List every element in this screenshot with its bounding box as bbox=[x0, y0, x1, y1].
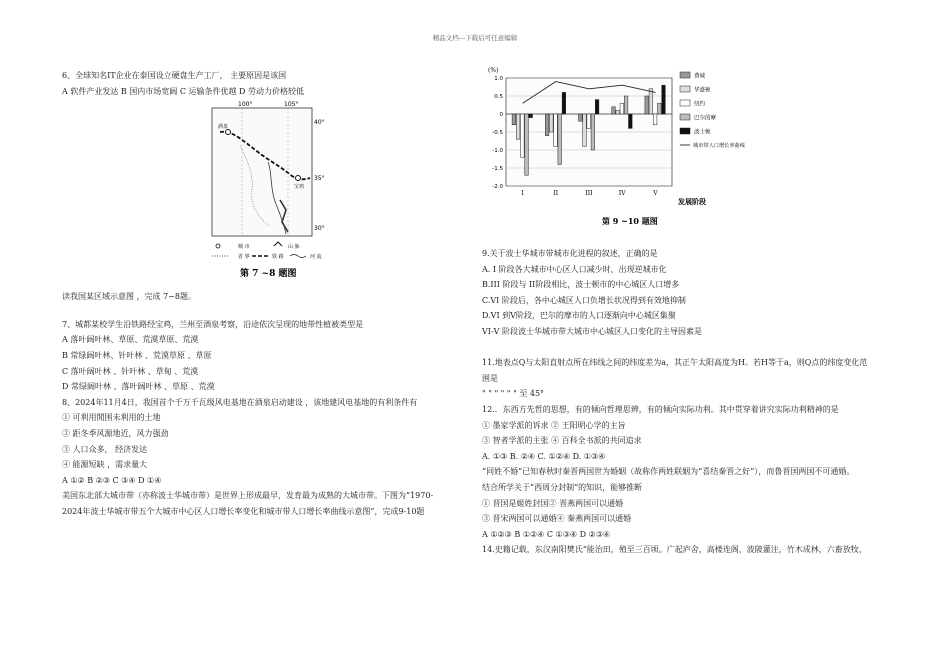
chart-caption: 第 9 ~10 题图 bbox=[602, 216, 658, 226]
chart-bar bbox=[550, 114, 554, 132]
q12-options: A. ①③ B. ②④ C. ①②④ D. ①③④ bbox=[482, 451, 606, 461]
chart-x-tick-label: III bbox=[585, 190, 593, 197]
chart-x-tick-label: I bbox=[521, 190, 524, 197]
map-lon-105: 105° bbox=[284, 101, 299, 108]
chart-ylabel: (%) bbox=[488, 67, 499, 74]
legend-swatch bbox=[680, 100, 690, 106]
legend-label: 费城 bbox=[694, 73, 706, 80]
chart-y-tick-label: 1.0 bbox=[494, 76, 503, 82]
map-lon-100: 100° bbox=[238, 101, 253, 108]
legend-label: 波士顿 bbox=[694, 129, 711, 136]
legend-label: 巴尔的摩 bbox=[694, 115, 717, 122]
chart-y-tick-label: -2.0 bbox=[492, 184, 503, 190]
q7-stem: 7、城都某校学生沿铁路经宝鸡，兰州至酒泉考察，沿途依次呈现的地带性植被类型是 bbox=[62, 319, 364, 329]
chart-bar bbox=[629, 114, 633, 128]
q12-item-12: ① 墨家学派的诉求 ② 王阳明心学的主旨 bbox=[482, 420, 626, 430]
population-growth-chart bbox=[482, 64, 752, 230]
q7-option-c: C 落叶阔叶林 、针叶林 、草甸 、荒漠 bbox=[62, 366, 199, 376]
chart-bar bbox=[649, 89, 653, 114]
legend-label: 华盛顿 bbox=[694, 87, 711, 94]
chart-bar bbox=[583, 114, 587, 146]
legend-river-icon bbox=[290, 255, 306, 258]
q13-stem-2: 结合所学关于“西周分封制”的知识，能够推断 bbox=[482, 482, 643, 492]
q13-stem-1: “同姓不婚”已知春秋时秦晋两国世为婚姻（故称作两姓联姻为“喜结秦晋之好”），而鲁晋国两国不可通婚。 bbox=[482, 467, 855, 477]
q14-stem: 14.史籍记载，东汉南阳樊氏“能治田，殖至三百顷。广起庐舍，高楼连阁，波陂灌注，竹木成林，六畜放牧， bbox=[482, 545, 867, 555]
q13-item-34: ③ 晋宋两国可以通婚④ 秦燕两国可以通婚 bbox=[482, 514, 632, 524]
q9-intro-1: 美国东北部大城市带（亦称波士华城市带）是世界上形成最早，发育最为成熟的大城市带。下图为“1970- bbox=[62, 491, 434, 501]
q13-options: A ①②③ B ①②④ C ①③④ D ②③④ bbox=[482, 529, 611, 539]
q12-item-34: ③ 智者学派的主张 ④ 百科全书派的共同追求 bbox=[482, 436, 642, 446]
chart-y-tick-label: -1.0 bbox=[492, 148, 503, 154]
q8-item-1: ① 可利用閒围未利用的土地 bbox=[62, 413, 161, 423]
chart-bar bbox=[516, 114, 520, 139]
chart-bar bbox=[587, 114, 591, 128]
q9-option-d: D.VI 到Ⅴ阶段，巴尔的摩市的人口逐渐向中心城区集聚 bbox=[482, 311, 676, 321]
blank-line bbox=[482, 340, 902, 356]
chart-bar bbox=[554, 114, 558, 146]
right-column bbox=[482, 246, 902, 558]
chart-bar bbox=[658, 103, 662, 114]
chart-y-tick-label: 0.5 bbox=[494, 94, 503, 100]
legend-swatch bbox=[680, 86, 690, 92]
map-city-baoji: 宝鸡 bbox=[294, 184, 305, 190]
q7-option-a: A 落叶阔叶林、草原、荒漠草原、荒漠 bbox=[62, 335, 199, 345]
city-jiuquan-marker bbox=[226, 130, 231, 135]
map-lat-30: 30° bbox=[314, 225, 325, 232]
chart-bar bbox=[521, 114, 525, 157]
chart-y-tick-label: -1.5 bbox=[492, 166, 503, 172]
map-lat-40: 40° bbox=[314, 119, 325, 126]
chart-x-ticks bbox=[521, 190, 658, 197]
chart-bar bbox=[558, 114, 562, 164]
chart-bar bbox=[645, 96, 649, 114]
chart-bar bbox=[653, 114, 657, 125]
chart-y-ticks bbox=[492, 76, 503, 190]
map-legend-railway: 铁 路 bbox=[272, 254, 284, 260]
q9-option-a: A. I 阶段各大城市中心区人口减少时，出现逆城市化 bbox=[482, 264, 667, 274]
legend-swatch bbox=[680, 128, 690, 134]
chart-bar bbox=[624, 96, 628, 114]
q7-option-b: B 常绿阔叶林、针叶林 、荒漠草原 、草原 bbox=[62, 350, 212, 360]
legend-mountain-icon bbox=[274, 242, 282, 246]
chart-bar bbox=[579, 114, 583, 121]
legend-swatch bbox=[680, 114, 690, 120]
chart-grid bbox=[506, 78, 672, 186]
chart-bar bbox=[595, 100, 599, 114]
q8-options: A ①② B ②③ C ③④ D ①④ bbox=[62, 475, 162, 485]
chart-x-tick-label: V bbox=[653, 190, 658, 197]
chart-bar bbox=[612, 107, 616, 114]
chart-y-tick-label: 0 bbox=[499, 112, 503, 118]
chart-y-tick-label: -0.5 bbox=[492, 130, 503, 136]
chart-bar bbox=[545, 114, 549, 136]
chart-legend bbox=[680, 72, 746, 150]
chart-bar bbox=[616, 110, 620, 114]
q12-stem: 12.．东西方先哲的思想，有的倾向哲理思辨，有的倾向实际功利。其中贯穿着讲究实际功利精神的是 bbox=[482, 404, 839, 414]
q11-stem-1: 11.地表点Q与太阳直射点所在纬线之间的纬度差为a，其正午太阳高度为H。若H等于a，则Q点的纬度变化范 bbox=[482, 358, 868, 368]
chart-bar bbox=[525, 114, 529, 175]
q9-intro-2: 2024年波士华城市带五个大城市中心区人口增长率变化和城市带人口增长率曲线示意图”，完成9-10题 bbox=[62, 506, 425, 516]
map-intro: 读我国某区域示意图 ，完成 7~8题。 bbox=[62, 292, 196, 302]
q13-item-12: ① 晋国是姬姓封国② 晋燕两国可以通婚 bbox=[482, 498, 624, 508]
chart-bar bbox=[512, 114, 516, 125]
map-lat-35: 35° bbox=[314, 175, 325, 182]
chart-xlabel: 发展阶段 bbox=[678, 197, 706, 206]
map-legend-city: 城 市 bbox=[238, 244, 250, 250]
map-city-jiuquan: 酒泉 bbox=[218, 124, 229, 130]
page-header: 精品文档---下载后可任意编辑 bbox=[432, 34, 518, 42]
q8-item-2: ② 距冬季风源地近，风力强劲 bbox=[62, 428, 169, 438]
q9-option-b: B.III 阶段与 II阶段相比，波士顿市的中心城区人口增多 bbox=[482, 280, 680, 290]
chart-bar bbox=[562, 92, 566, 114]
chart-bar bbox=[529, 114, 533, 118]
q7-option-d: D 常绿阔叶林 、落叶阔叶林 、草原 、荒漠 bbox=[62, 382, 215, 392]
region-map bbox=[210, 100, 330, 283]
chart-x-tick-label: IV bbox=[618, 190, 626, 197]
chart-x-tick-label: II bbox=[553, 190, 559, 197]
legend-swatch bbox=[680, 72, 690, 78]
q6-stem: 6、全球知名IT企业在泰国设立硬盘生产工厂， 主要原因是该国 bbox=[62, 71, 287, 80]
q10-stem: VI-Ⅴ 阶段波士华城市带大城市中心城区人口变化的主导因素是 bbox=[482, 326, 702, 336]
spacer bbox=[62, 305, 442, 317]
q6-options: A 软件产业发达 B 国内市场宽阔 C 运输条件优越 D 劳动力价格较低 bbox=[62, 86, 304, 96]
map-caption: 第 7 ~8 题图 bbox=[240, 269, 297, 279]
q8-item-3: ③ 人口众多， 经济发达 bbox=[62, 444, 148, 454]
legend-label: 纽约 bbox=[694, 101, 706, 108]
legend-city-icon bbox=[216, 244, 220, 248]
q11-stem-2: 围是 bbox=[482, 373, 498, 383]
q9-stem: 9.关于波士华城市带城市化进程的叙述，正确的是 bbox=[482, 249, 658, 258]
map-legend-mountain: 山 脉 bbox=[288, 244, 300, 250]
q8-item-4: ④ 能源短缺 ，需求量大 bbox=[62, 460, 148, 470]
chart-bar bbox=[662, 85, 666, 114]
chart-bar bbox=[620, 103, 624, 114]
map-legend-border: 省 界 bbox=[238, 254, 250, 260]
q8-stem: 8、2024年11月4日，我国首个千万千瓦级风电基地在酒泉启动建设 ，该地建风电基地的有利条件有 bbox=[62, 397, 418, 407]
legend-line-label: 城市带人口增长率曲线 bbox=[693, 143, 745, 149]
city-baoji-marker bbox=[296, 176, 301, 181]
q9-option-c: C.VI 阶段后，各中心城区人口负增长状况得到有效地抑制 bbox=[482, 295, 686, 305]
chart-bar bbox=[591, 114, 595, 150]
map-legend-river: 河 流 bbox=[310, 254, 322, 260]
q11-answer-range: " " " " " " 至 45° bbox=[482, 389, 545, 399]
